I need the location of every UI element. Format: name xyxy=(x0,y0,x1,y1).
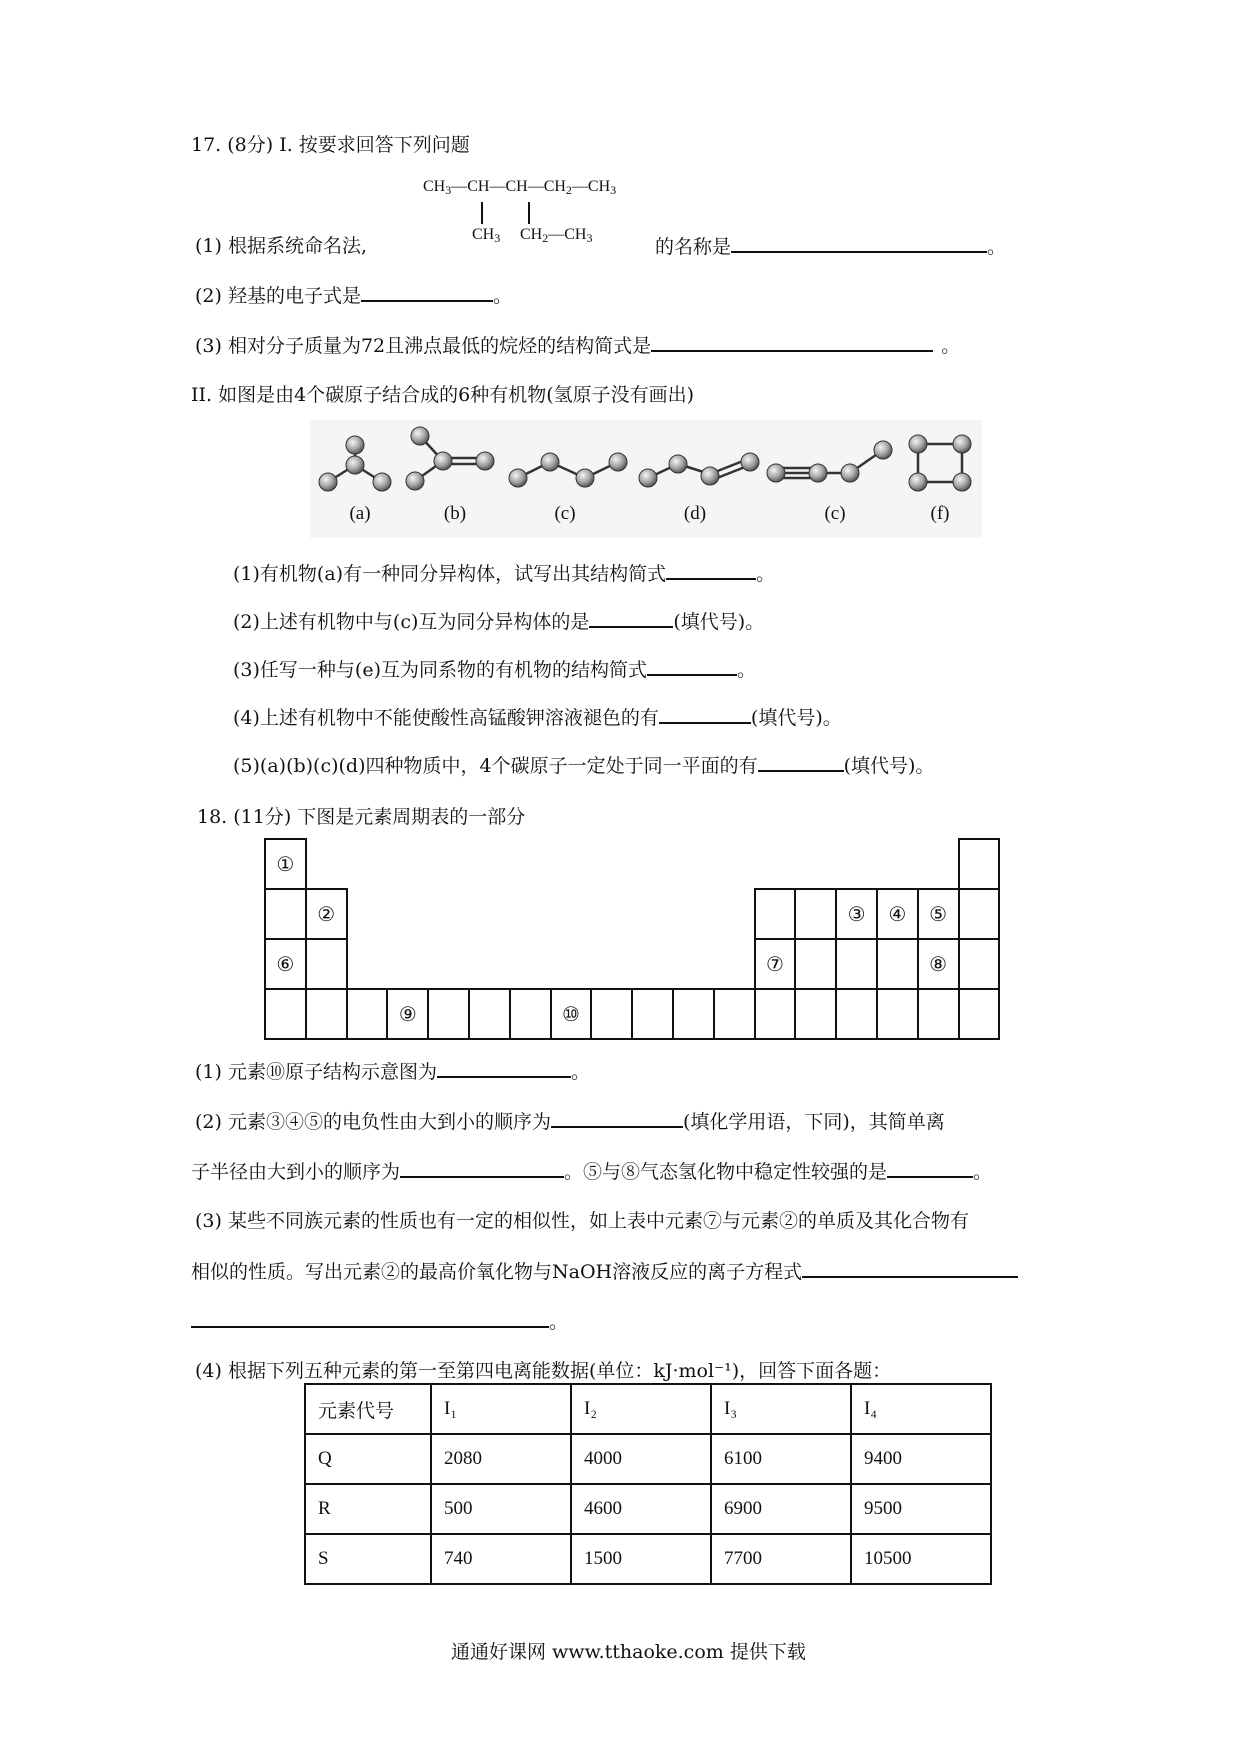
periodic-cell xyxy=(469,989,510,1039)
table-cell: 6100 xyxy=(711,1434,851,1484)
answer-blank[interactable] xyxy=(731,231,987,253)
element-cell-4: ④ xyxy=(877,889,918,939)
table-cell: R xyxy=(305,1484,431,1534)
table-header-cell: I₃ xyxy=(711,1384,851,1434)
periodic-cell xyxy=(306,989,347,1039)
periodic-cell xyxy=(265,889,306,939)
answer-blank[interactable] xyxy=(758,750,844,772)
periodic-cell xyxy=(795,939,836,989)
periodic-cell xyxy=(755,889,796,939)
q17-p1-suffix: 的名称是 。 xyxy=(655,231,1006,259)
element-cell-1: ① xyxy=(265,839,306,889)
q17-header: 17. (8分) I. 按要求回答下列问题 xyxy=(191,134,470,156)
q18-p3-line3: 。 xyxy=(191,1306,568,1334)
table-cell: 10500 xyxy=(851,1534,991,1584)
table-cell: Q xyxy=(305,1434,431,1484)
periodic-cell xyxy=(428,989,469,1039)
answer-blank[interactable] xyxy=(361,280,493,302)
element-cell-9: ⑨ xyxy=(387,989,428,1039)
table-cell: 500 xyxy=(431,1484,571,1534)
q17-p1-prefix: (1) 根据系统命名法, xyxy=(195,235,367,257)
table-header-cell: I₄ xyxy=(851,1384,991,1434)
answer-blank[interactable] xyxy=(887,1156,973,1178)
q17-part2-question-2: (2)上述有机物中与(c)互为同分异构体的是 (填代号)。 xyxy=(233,606,764,634)
figure-label-c: (c) xyxy=(554,503,576,524)
periodic-cell xyxy=(306,939,347,989)
element-cell-5: ⑤ xyxy=(918,889,959,939)
periodic-cell xyxy=(795,989,836,1039)
figure-label-e: (c) xyxy=(824,503,846,524)
periodic-cell xyxy=(755,989,796,1039)
molecule-models-figure xyxy=(310,420,982,538)
periodic-cell xyxy=(591,989,632,1039)
table-cell: 4000 xyxy=(571,1434,711,1484)
table-header-row xyxy=(305,1384,991,1434)
answer-blank[interactable] xyxy=(659,702,751,724)
table-cell: 740 xyxy=(431,1534,571,1584)
element-cell-10: ⑩ xyxy=(551,989,592,1039)
table-row xyxy=(305,1434,991,1484)
figure-label-a: (a) xyxy=(349,503,371,524)
ionization-energy-table xyxy=(304,1383,992,1585)
q17-part2-question-3: (3)任写一种与(e)互为同系物的有机物的结构简式 。 xyxy=(233,654,756,682)
periodic-table-fragment xyxy=(264,838,1000,1040)
answer-blank[interactable] xyxy=(551,1106,683,1128)
periodic-cell xyxy=(795,889,836,939)
periodic-cell xyxy=(959,889,1000,939)
q17-part2-question-1: (1)有机物(a)有一种同分异构体，试写出其结构简式 。 xyxy=(233,558,775,586)
q18-p3-line2: 相似的性质。写出元素②的最高价氧化物与NaOH溶液反应的离子方程式 xyxy=(191,1256,1018,1284)
page-footer: 通通好课网 www.tthaoke.com 提供下载 xyxy=(451,1641,806,1663)
element-cell-7: ⑦ xyxy=(755,939,796,989)
structural-formula-branch-methyl: $CH_3$ xyxy=(472,226,501,245)
table-header-cell: I₂ xyxy=(571,1384,711,1434)
table-row xyxy=(305,1534,991,1584)
structural-formula-branch-ethyl: $CH_2—CH_3$ xyxy=(520,226,593,245)
periodic-cell xyxy=(836,939,877,989)
table-cell: 9500 xyxy=(851,1484,991,1534)
table-row xyxy=(305,1484,991,1534)
period-row-1 xyxy=(265,839,999,889)
bond-line xyxy=(481,202,483,224)
table-header-cell: I₁ xyxy=(431,1384,571,1434)
answer-blank[interactable] xyxy=(589,606,673,628)
answer-blank[interactable] xyxy=(400,1156,564,1178)
q18-p1: (1) 元素⑩原子结构示意图为 。 xyxy=(195,1056,590,1084)
q18-p4: (4) 根据下列五种元素的第一至第四电离能数据(单位：kJ·mol⁻¹)，回答下面各题： xyxy=(195,1360,892,1382)
answer-blank[interactable] xyxy=(802,1256,1018,1278)
periodic-cell xyxy=(632,989,673,1039)
periodic-cell xyxy=(877,989,918,1039)
q17-part2-header: II. 如图是由4个碳原子结合成的6种有机物(氢原子没有画出) xyxy=(191,384,695,406)
q17-p3: (3) 相对分子质量为72且沸点最低的烷烃的结构简式是 。 xyxy=(195,330,960,358)
table-cell: 4600 xyxy=(571,1484,711,1534)
table-cell: 1500 xyxy=(571,1534,711,1584)
q18-p2-line1: (2) 元素③④⑤的电负性由大到小的顺序为 (填化学用语，下同)，其简单离 xyxy=(195,1106,945,1134)
q18-p3-line1: (3) 某些不同族元素的性质也有一定的相似性，如上表中元素⑦与元素②的单质及其化合物有 xyxy=(195,1210,969,1232)
answer-blank[interactable] xyxy=(191,1306,549,1328)
figure-label-b: (b) xyxy=(443,503,467,524)
periodic-cell xyxy=(918,989,959,1039)
table-cell: S xyxy=(305,1534,431,1584)
table-cell: 2080 xyxy=(431,1434,571,1484)
table-cell: 9400 xyxy=(851,1434,991,1484)
element-cell-6: ⑥ xyxy=(265,939,306,989)
element-cell-8: ⑧ xyxy=(918,939,959,989)
bond-line xyxy=(528,202,530,224)
q17-part2-question-5: (5)(a)(b)(c)(d)四种物质中，4个碳原子一定处于同一平面的有 (填代号)。 xyxy=(233,750,934,778)
periodic-cell xyxy=(510,989,551,1039)
period-row-3 xyxy=(265,939,999,989)
answer-blank[interactable] xyxy=(651,330,933,352)
periodic-cell xyxy=(959,839,1000,889)
q18-header: 18. (11分) 下图是元素周期表的一部分 xyxy=(197,806,526,828)
periodic-cell xyxy=(959,939,1000,989)
table-header-cell: 元素代号 xyxy=(305,1384,431,1434)
periodic-cell xyxy=(959,989,1000,1039)
periodic-cell xyxy=(347,989,388,1039)
periodic-cell xyxy=(714,989,755,1039)
periodic-cell xyxy=(673,989,714,1039)
period-row-2 xyxy=(265,889,999,939)
element-cell-2: ② xyxy=(306,889,347,939)
figure-label-d: (d) xyxy=(683,503,707,524)
table-cell: 6900 xyxy=(711,1484,851,1534)
periodic-cell xyxy=(877,939,918,989)
structural-formula-main-chain: $CH_3—CH—CH—CH_2—CH_3$ xyxy=(423,178,617,197)
figure-label-f: (f) xyxy=(930,503,950,524)
table-cell: 7700 xyxy=(711,1534,851,1584)
periodic-cell xyxy=(836,989,877,1039)
q18-p2-line2: 子半径由大到小的顺序为 。⑤与⑧气态氢化物中稳定性较强的是 。 xyxy=(191,1156,992,1184)
answer-blank[interactable] xyxy=(647,654,737,676)
period-row-4 xyxy=(265,989,999,1039)
answer-blank[interactable] xyxy=(666,558,756,580)
q17-p2: (2) 羟基的电子式是 。 xyxy=(195,280,512,308)
periodic-cell xyxy=(265,989,306,1039)
answer-blank[interactable] xyxy=(437,1056,571,1078)
q17-part2-question-4: (4)上述有机物中不能使酸性高锰酸钾溶液褪色的有 (填代号)。 xyxy=(233,702,842,730)
element-cell-3: ③ xyxy=(836,889,877,939)
